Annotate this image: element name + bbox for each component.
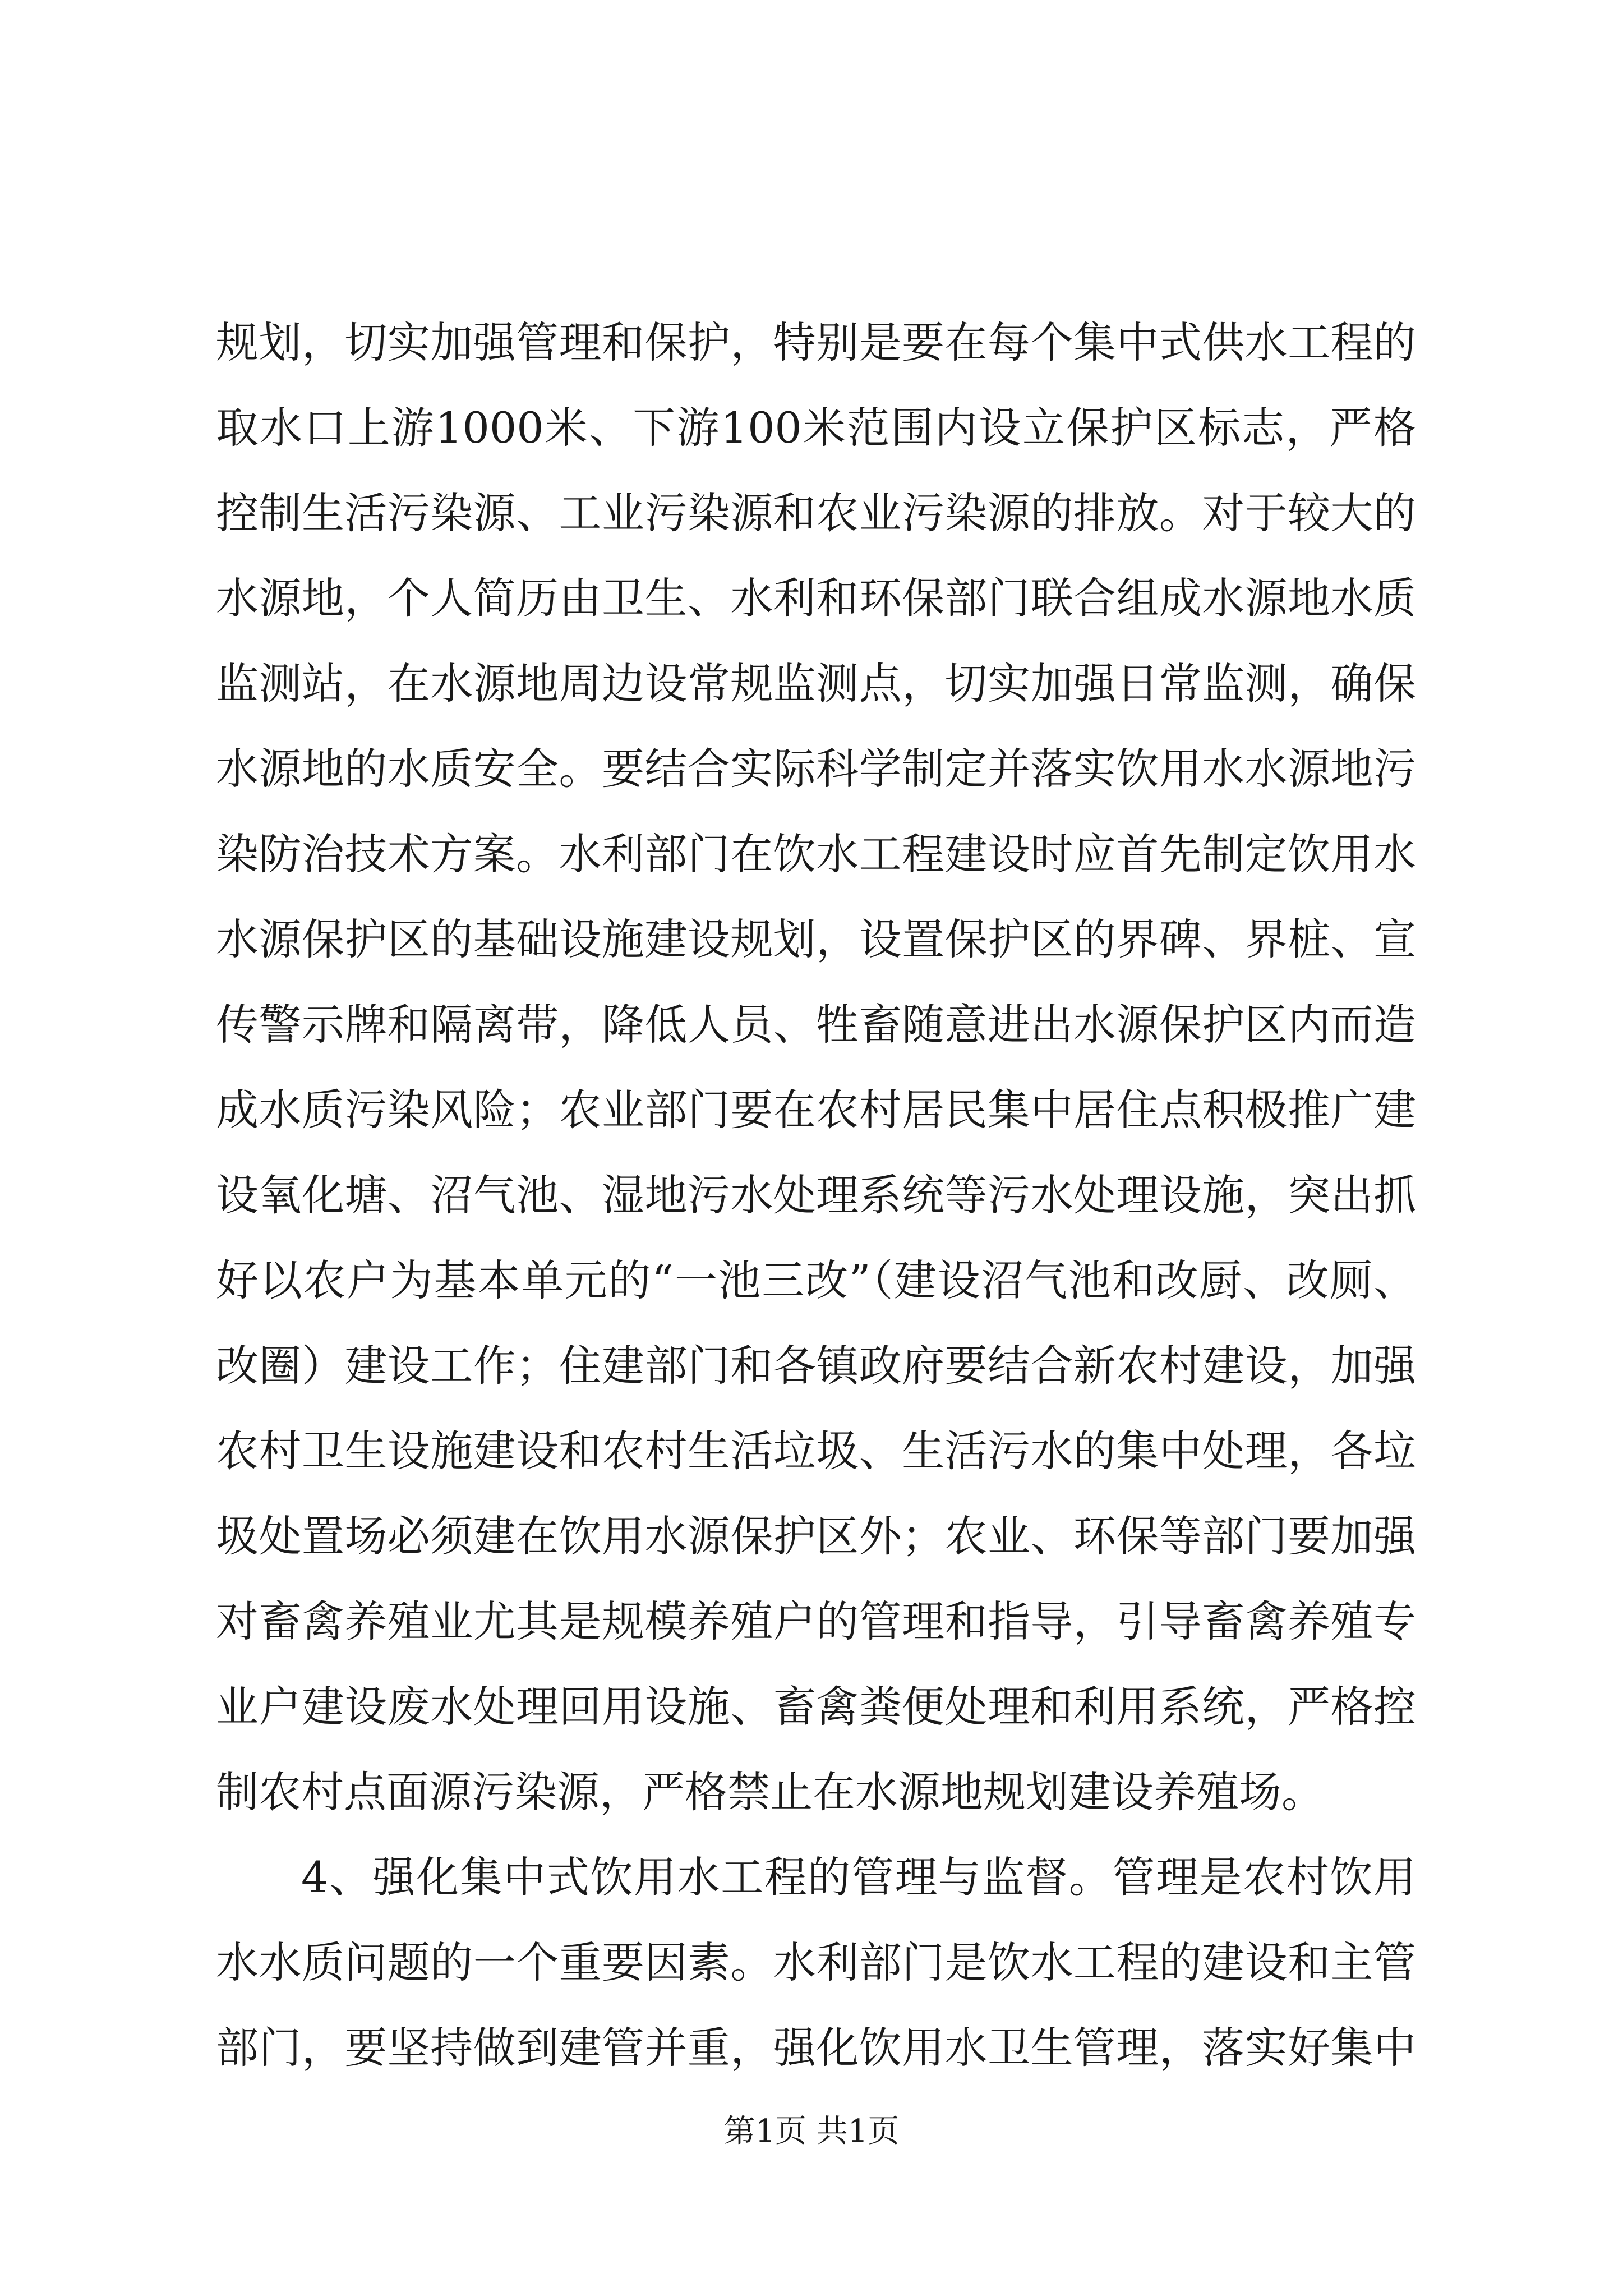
- page-footer: 第1页 共1页: [723, 2113, 900, 2150]
- text-line: 水源地，个人简历由卫生、水利和环保部门联合组成水源地水质: [216, 573, 1416, 623]
- text-line: 制农村点面源污染源，严格禁止在水源地规划建设养殖场。: [216, 1767, 1324, 1817]
- text-line: 取水口上游1000米、下游100米范围内设立保护区标志，严格: [216, 403, 1416, 453]
- paragraph-2: [216, 1835, 1416, 2091]
- text-line: 染防治技术方案。水利部门在饮水工程建设时应首先制定饮用水: [216, 829, 1416, 879]
- text-line: 规划，切实加强管理和保护，特别是要在每个集中式供水工程的: [216, 318, 1416, 367]
- text-line: 农村卫生设施建设和农村生活垃圾、生活污水的集中处理，各垃: [216, 1426, 1416, 1476]
- text-line: 控制生活污染源、工业污染源和农业污染源的排放。对于较大的: [216, 488, 1416, 538]
- paragraph-1: [216, 300, 1416, 1835]
- text-line: 4、强化集中式饮用水工程的管理与监督。管理是农村饮用: [301, 1852, 1416, 1902]
- text-line: 改圈）建设工作；住建部门和各镇政府要结合新农村建设，加强: [216, 1341, 1416, 1391]
- text-line: 圾处置场必须建在饮用水源保护区外；农业、环保等部门要加强: [216, 1511, 1416, 1561]
- text-line: 成水质污染风险；农业部门要在农村居民集中居住点积极推广建: [216, 1085, 1416, 1135]
- text-line: 水源地的水质安全。要结合实际科学制定并落实饮用水水源地污: [216, 744, 1416, 794]
- text-line: 好以农户为基本单元的“一池三改”（建设沼气池和改厨、改厕、: [216, 1255, 1416, 1305]
- text-line: 对畜禽养殖业尤其是规模养殖户的管理和指导，引导畜禽养殖专: [216, 1596, 1416, 1646]
- body-text: [216, 300, 1416, 2091]
- text-line: 监测站，在水源地周边设常规监测点，切实加强日常监测，确保: [216, 659, 1416, 708]
- text-line: 业户建设废水处理回用设施、畜禽粪便处理和利用系统，严格控: [216, 1682, 1416, 1732]
- text-line: 传警示牌和隔离带，降低人员、牲畜随意进出水源保护区内而造: [216, 1000, 1416, 1050]
- text-line: 设氧化塘、沼气池、湿地污水处理系统等污水处理设施，突出抓: [216, 1170, 1416, 1220]
- text-line: 水源保护区的基础设施建设规划，设置保护区的界碑、界桩、宣: [216, 914, 1416, 964]
- text-line: 水水质问题的一个重要因素。水利部门是饮水工程的建设和主管: [216, 1938, 1416, 1987]
- text-line: 部门，要坚持做到建管并重，强化饮用水卫生管理，落实好集中: [216, 2023, 1416, 2073]
